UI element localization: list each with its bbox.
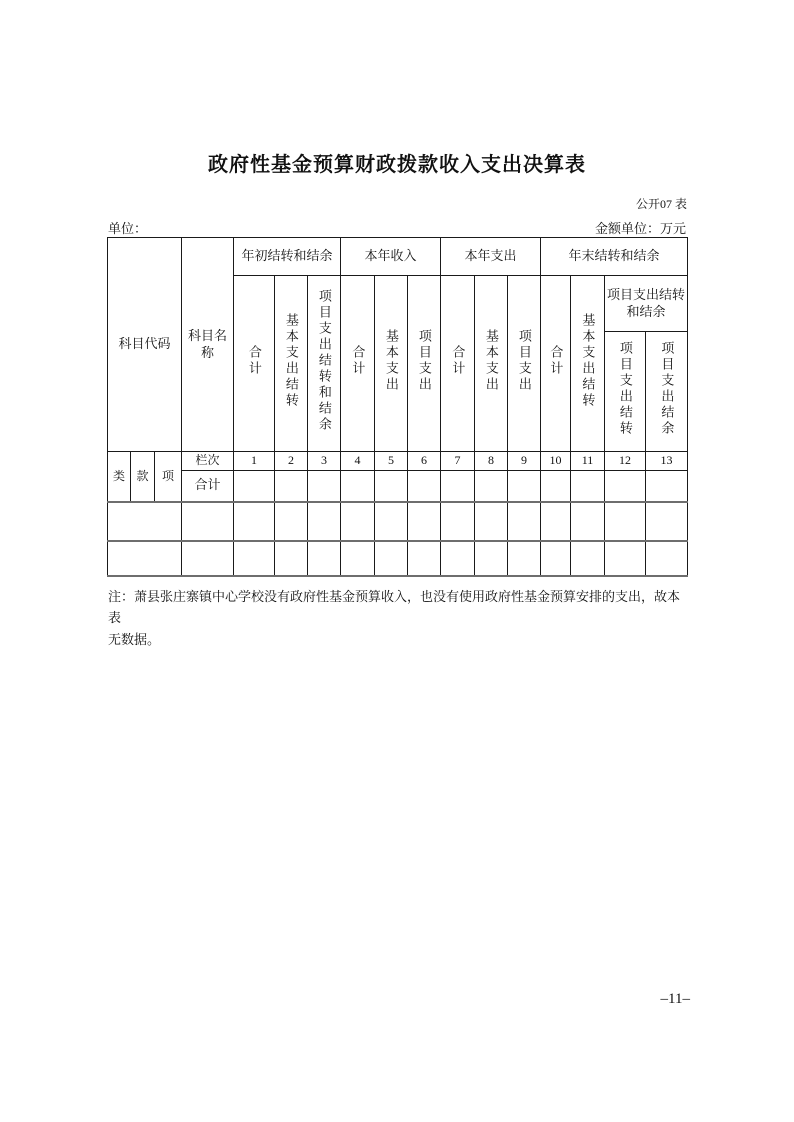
header-col-11-label: 基本支出结转 [580,313,596,410]
data-cell [508,541,541,576]
page-title: 政府性基金预算财政拨款收入支出决算表 [208,154,586,176]
data-cell [275,502,308,541]
col-index-cell: 4 [341,452,375,471]
data-cell [646,502,688,541]
data-cell [441,541,475,576]
data-cell [275,541,308,576]
data-cell [234,541,275,576]
amount-unit-label: 金额单位：万元 [594,221,686,236]
data-cell [541,541,571,576]
header-col-13-project-balance [646,332,688,452]
unit-label: 单位： [108,221,148,236]
data-cell [605,502,646,541]
table-row [108,502,688,541]
data-cell [571,541,605,576]
col-index-cell: 13 [646,452,688,471]
header-group-row [108,238,688,276]
data-cell [308,502,341,541]
header-col-6-label: 项目支出 [416,329,432,394]
data-cell [275,471,308,502]
header-group-end-balance: 年末结转和结余 [541,238,688,276]
col-index-cell: 2 [275,452,308,471]
header-col-6-project-expense [408,276,441,452]
header-subgroup-project-carryover-balance: 项目支出结转和结余 [605,276,688,332]
col-index-cell: 9 [508,452,541,471]
data-cell [475,541,508,576]
code-part-section: 款 [131,452,155,502]
row-code-cell [108,541,182,576]
header-col-10-total [541,276,571,452]
data-cell [475,502,508,541]
total-row [108,471,688,502]
header-col-2-label: 基本支出结转 [283,313,299,410]
page-number: –11– [660,991,690,1007]
data-cell [571,502,605,541]
col-index-cell: 8 [475,452,508,471]
data-cell [308,471,341,502]
data-cell [375,471,408,502]
code-part-item: 项 [155,452,182,502]
data-cell [234,502,275,541]
data-cell [375,541,408,576]
col-index-cell: 6 [408,452,441,471]
header-col-1-total-label: 合计 [246,345,262,378]
col-index-cell: 7 [441,452,475,471]
table-note [108,586,692,650]
total-row-label: 合计 [182,471,234,502]
header-col-11-basic-carryover [571,276,605,452]
data-cell [408,541,441,576]
data-cell [508,502,541,541]
data-cell [341,502,375,541]
col-index-label-cell: 栏次 [182,452,234,471]
data-cell [441,471,475,502]
data-cell [475,471,508,502]
column-index-row [108,452,688,471]
col-index-cell: 11 [571,452,605,471]
header-col-12-project-carryover [605,332,646,452]
header-col-7-total [441,276,475,452]
data-cell [605,541,646,576]
data-cell [541,471,571,502]
data-cell [605,471,646,502]
table-note-line1: 注：萧县张庄寨镇中心学校没有政府性基金预算收入，也没有使用政府性基金预算安排的支出，故本表 [108,589,681,626]
data-cell [541,502,571,541]
data-cell [646,471,688,502]
header-col-1-total [234,276,275,452]
header-col-12-label: 项目支出结转 [617,341,633,438]
data-cell [408,502,441,541]
data-cell [234,471,275,502]
header-col-5-basic-expense [375,276,408,452]
row-name-cell [182,541,234,576]
header-subject-code: 科目代码 [108,238,182,452]
data-cell [375,502,408,541]
data-cell [308,541,341,576]
col-index-cell: 12 [605,452,646,471]
header-col-13-label: 项目支出结余 [659,341,675,438]
data-cell [571,471,605,502]
header-col-9-project-expense [508,276,541,452]
col-index-cell: 5 [375,452,408,471]
header-group-begin-balance: 年初结转和结余 [234,238,341,276]
header-col-8-basic-expense [475,276,508,452]
header-col-7-label: 合计 [450,345,466,378]
header-col-2-basic-carryover [275,276,308,452]
header-col-5-label: 基本支出 [383,329,399,394]
header-group-year-expense: 本年支出 [441,238,541,276]
header-col-4-total [341,276,375,452]
header-col-10-label: 合计 [548,345,564,378]
col-index-cell: 10 [541,452,571,471]
header-col-4-label: 合计 [350,345,366,378]
table-note-line2: 无数据。 [108,631,161,647]
header-col-9-label: 项目支出 [516,329,532,394]
fund-budget-table [107,237,688,577]
table-row [108,541,688,576]
header-col-3-label: 项目支出结转和结余 [316,289,332,434]
col-index-cell: 1 [234,452,275,471]
data-cell [341,541,375,576]
header-subject-name: 科目名称 [182,238,234,452]
header-col-8-label: 基本支出 [483,329,499,394]
row-name-cell [182,502,234,541]
header-group-year-income: 本年收入 [341,238,441,276]
data-cell [508,471,541,502]
data-cell [341,471,375,502]
data-cell [441,502,475,541]
form-code-label: 公开07 表 [635,197,687,211]
row-code-cell [108,502,182,541]
header-col-3-project-carryover-balance [308,276,341,452]
data-cell [646,541,688,576]
col-index-cell: 3 [308,452,341,471]
data-cell [408,471,441,502]
code-part-class: 类 [108,452,131,502]
